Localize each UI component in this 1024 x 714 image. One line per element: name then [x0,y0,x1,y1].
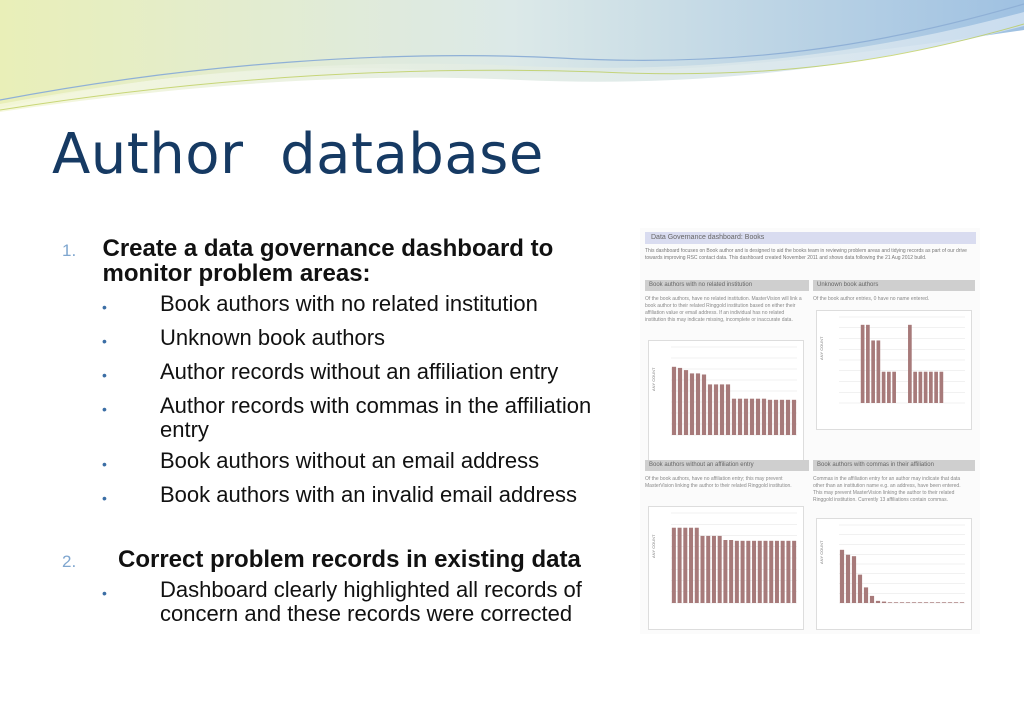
bar [934,372,938,403]
bar [672,367,676,435]
bar [940,372,944,403]
bar [762,399,766,435]
bar [700,536,704,603]
bar [756,399,760,435]
bar [735,541,739,603]
bullet-item [62,483,627,510]
bar [708,384,712,435]
bar [861,325,865,403]
bar [792,400,796,435]
bar [723,540,727,603]
bar [930,602,934,603]
bullet-icon: • [102,367,107,383]
bullet-text: Book authors without an email address [160,448,540,473]
bar [929,372,933,403]
bullet-item [62,394,627,442]
bar [846,555,850,603]
bar [882,372,886,403]
bar [690,373,694,435]
panel-text: Of the book author entries, 0 have no name entered. [813,296,930,302]
dashboard-intro: This dashboard focuses on Book author and is designed to aid the books team in reviewing problem areas and tidying records as part of our drive towards improving RSC contact data. This dashboard created November 2011 and shows data following the 21 Aug 2012 build. [645,248,967,261]
bar [695,528,699,603]
bullet-text: Author records with commas in the affiliation entry [160,393,592,442]
bullet-icon: • [102,401,107,417]
panel-chart [816,518,972,630]
bar [746,541,750,603]
bar [924,372,928,403]
y-axis-label: ANY COUNT [651,534,656,558]
panel-title: Book authors without an affiliation entry [645,460,809,471]
bullet-text: Dashboard clearly highlighted all records of concern and these records were corrected [160,577,582,626]
bar [696,373,700,435]
bar [840,550,844,603]
bar [774,400,778,435]
bar [744,399,748,435]
bar [954,602,958,603]
numbered-item-1 [62,236,627,286]
bar [706,536,710,603]
bullet-text: Unknown book authors [160,325,386,350]
panel-chart [648,340,804,462]
item-heading: Correct problem records in existing data [118,546,581,573]
panel-title: Book authors with commas in their affiliation [813,460,975,471]
bar [768,400,772,435]
bullet-icon: • [102,299,107,315]
numbered-item-2 [62,547,627,572]
bar [858,575,862,603]
bar [786,400,790,435]
bar [672,528,676,603]
dashboard-thumbnail [640,228,980,634]
bar [906,602,910,603]
bar [877,340,881,403]
bullet-text: Book authors with an invalid email address [160,482,578,507]
panel-text: Of the book authors, have no affiliation entry; this may prevent MasterVision linking the author to their related Ringgold institution. [645,476,792,489]
bar [960,602,964,603]
bar [924,602,928,603]
panel-title: Unknown book authors [813,280,975,291]
bar [888,602,892,603]
bar [936,602,940,603]
bar [876,601,880,603]
bar [702,375,706,436]
bullet-text: Author records without an affiliation entry [160,359,559,384]
bar [948,602,952,603]
bar [726,384,730,435]
panel-chart [816,310,972,430]
y-axis-label: ANY COUNT [651,367,656,391]
item-number: 2. [62,552,77,571]
bar [683,528,687,603]
bar [752,541,756,603]
panel-chart [648,506,804,630]
bullet-list-2 [62,578,627,626]
bar [894,602,898,603]
bullet-icon: • [102,456,107,472]
dashboard-header: Data Governance dashboard: Books [645,232,976,244]
bullet-list-1 [62,292,627,510]
bullet-item [62,449,627,476]
bar [918,602,922,603]
bar [908,325,912,403]
bar [689,528,693,603]
bar [738,399,742,435]
bar [900,602,904,603]
bar [864,587,868,603]
bar [887,372,891,403]
bar [786,541,790,603]
panel-text: Commas in the affiliation entry for an author may indicate that data other than an institution name e.g. an address, have been entered. This may prevent MasterVision linking the author to their related Ringgold institution. Currently 13 affiliations contain commas. [813,476,961,503]
y-axis-label: ANY COUNT [819,336,824,360]
bar [780,400,784,435]
bar [741,541,745,603]
bar [729,540,733,603]
bar [769,541,773,603]
bar [866,325,870,403]
bar [781,541,785,603]
bar [775,541,779,603]
bar [684,370,688,435]
slide-title: Author database [52,122,544,187]
panel-title: Book authors with no related institution [645,280,809,291]
bullet-item [62,292,627,319]
bar [758,541,762,603]
bar [720,384,724,435]
bar [942,602,946,603]
bullet-item [62,360,627,387]
item-heading: Create a data governance dashboard to monitor problem areas: [102,235,554,287]
bar [912,602,916,603]
bar [871,340,875,403]
bullet-item [62,578,627,626]
bar [882,602,886,603]
y-axis-label: ANY COUNT [819,540,824,564]
bar [678,368,682,435]
bar [852,556,856,603]
bar [792,541,796,603]
bullet-item [62,326,627,353]
bar [892,372,896,403]
bar [763,541,767,603]
bar [732,399,736,435]
item-number: 1. [62,241,77,260]
bullet-text: Book authors with no related institution [160,291,538,316]
panel-text: Of the book authors, have no related institution. MasterVision will link a book author to their related Ringgold institution based on either their affiliation value or email address. If an individual has no related institution this may indicate missing, incomplete or inaccurate data. [645,296,802,323]
bar [750,399,754,435]
header-swoosh [0,0,1024,115]
bar [718,536,722,603]
bullet-icon: • [102,585,107,601]
bar [913,372,917,403]
bar [712,536,716,603]
slide-body [62,236,627,633]
bar [919,372,923,403]
bar [678,528,682,603]
bullet-icon: • [102,490,107,506]
bar [714,384,718,435]
bullet-icon: • [102,333,107,349]
bar [870,596,874,603]
